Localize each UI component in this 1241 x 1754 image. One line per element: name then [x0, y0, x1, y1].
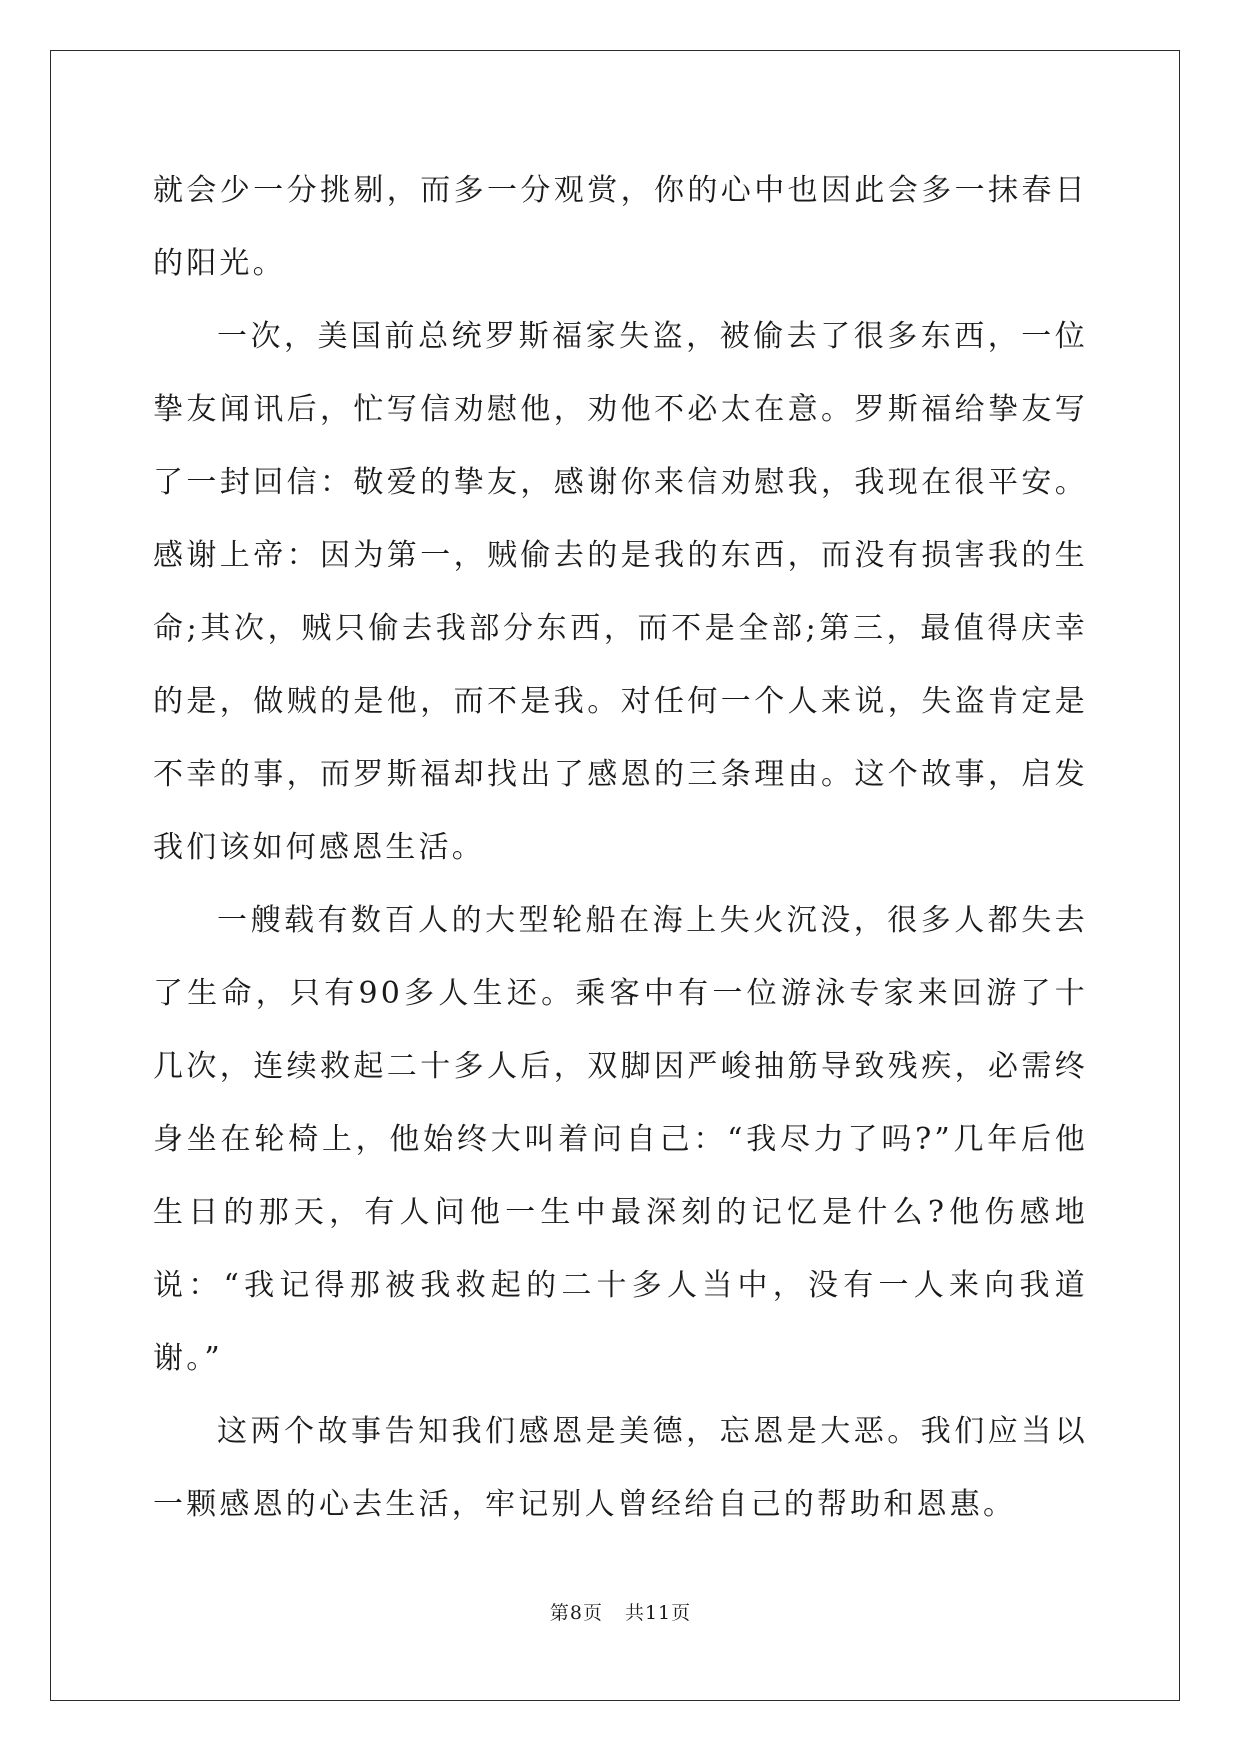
document-body: [153, 154, 1088, 1541]
paragraph-4: 这两个故事告知我们感恩是美德，忘恩是大恶。我们应当以一颗感恩的心去生活，牢记别人曾经给自己的帮助和恩惠。: [153, 1414, 1088, 1522]
paragraph-3: 一艘载有数百人的大型轮船在海上失火沉没，很多人都失去了生命，只有90多人生还。乘客中有一位游泳专家来回游了十几次，连续救起二十多人后，双脚因严峻抽筋导致残疾，必需终身坐在轮椅上，他始终大叫着问自己：“我尽力了吗?”几年后他生日的那天，有人问他一生中最深刻的记忆是什么?他伤感地说：“我记得那被我救起的二十多人当中，没有一人来向我道谢。”: [153, 903, 1088, 1376]
paragraph-1: 就会少一分挑剔，而多一分观赏，你的心中也因此会多一抹春日的阳光。: [153, 173, 1088, 281]
paragraph-2: 一次，美国前总统罗斯福家失盗，被偷去了很多东西，一位挚友闻讯后，忙写信劝慰他，劝他不必太在意。罗斯福给挚友写了一封回信：敬爱的挚友，感谢你来信劝慰我，我现在很平安。感谢上帝：因为第一，贼偷去的是我的东西，而没有损害我的生命;其次，贼只偷去我部分东西，而不是全部;第三，最值得庆幸的是，做贼的是他，而不是我。对任何一个人来说，失盗肯定是不幸的事，而罗斯福却找出了感恩的三条理由。这个故事，启发我们该如何感恩生活。: [153, 319, 1088, 865]
page-number: 第8页: [549, 1602, 603, 1624]
page-total: 共11页: [624, 1602, 692, 1624]
page-footer: [0, 1598, 1241, 1625]
